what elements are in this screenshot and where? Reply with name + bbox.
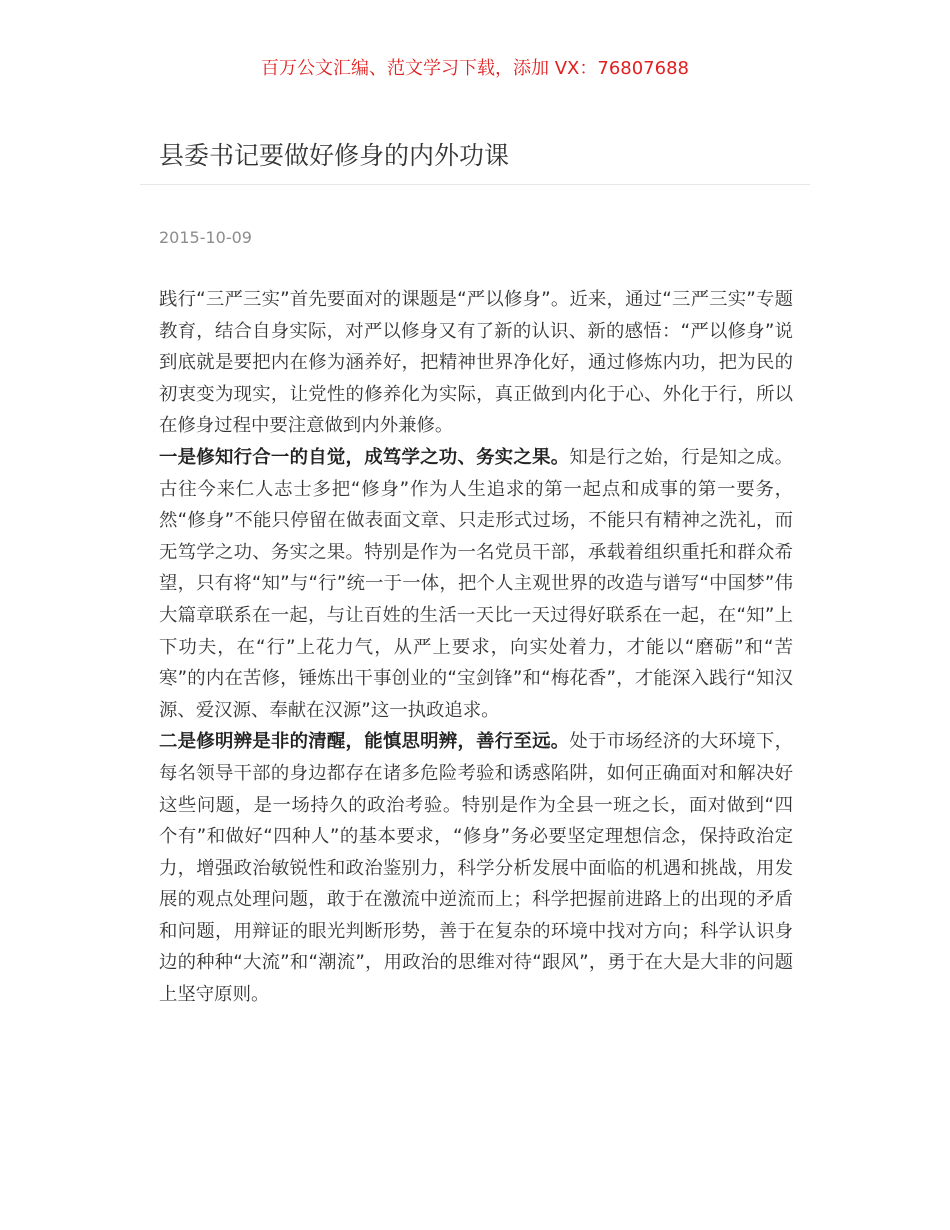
watermark-banner: 百万公文汇编、范文学习下载，添加 VX：76807688 [261,58,689,79]
paragraph-point-two [159,726,793,1010]
paragraph-lead: 二是修明辨是非的清醒，能慎思明辨，善行至远。 [159,731,570,753]
paragraph-lead: 一是修知行合一的自觉，成笃学之功、务实之果。 [159,446,570,468]
paragraph-intro [159,284,793,442]
publish-date: 2015-10-09 [159,228,252,247]
paragraph-text: 践行“三严三实”首先要面对的课题是“严以修身”。近来，通过“三严三实”专题教育，结合自身实际，对严以修身又有了新的认识、新的感悟：“严以修身”说到底就是要把内在修为涵养好，把精神世界净化好，通过修炼内功，把为民的初衷变为现实，让党性的修养化为实际，真正做到内化于心、外化于行，所以在修身过程中要注意做到内外兼修。 [159,289,793,437]
article-body [159,284,793,1011]
paragraph-point-one [159,442,793,726]
article-title: 县委书记要做好修身的内外功课 [159,141,510,170]
paragraph-text: 处于市场经济的大环境下，每名领导干部的身边都存在诸多危险考验和诱惑陷阱，如何正确面对和解决好这些问题，是一场持久的政治考验。特别是作为全县一班之长，面对做到“四个有”和做好“四种人”的基本要求，“修身”务必要坚定理想信念，保持政治定力，增强政治敏锐性和政治鉴别力，科学分析发展中面临的机遇和挑战，用发展的观点处理问题，敢于在激流中逆流而上；科学把握前进路上的出现的矛盾和问题，用辩证的眼光判断形势，善于在复杂的环境中找对方向；科学认识身边的种种“大流”和“潮流”，用政治的思维对待“跟风”，勇于在大是大非的问题上坚守原则。 [159,731,793,1006]
paragraph-text: 知是行之始，行是知之成。古往今来仁人志士多把“修身”作为人生追求的第一起点和成事的第一要务，然“修身”不能只停留在做表面文章、只走形式过场，不能只有精神之洗礼，而无笃学之功、务实之果。特别是作为一名党员干部，承载着组织重托和群众希望，只有将“知”与“行”统一于一体，把个人主观世界的改造与谱写“中国梦”伟大篇章联系在一起，与让百姓的生活一天比一天过得好联系在一起，在“知”上下功夫，在“行”上花力气，从严上要求，向实处着力，才能以“磨砺”和“苦寒”的内在苦修，锤炼出干事创业的“宝剑锋”和“梅花香”，才能深入践行“知汉源、爱汉源、奉献在汉源”这一执政追求。 [159,446,793,721]
title-divider [140,184,810,185]
